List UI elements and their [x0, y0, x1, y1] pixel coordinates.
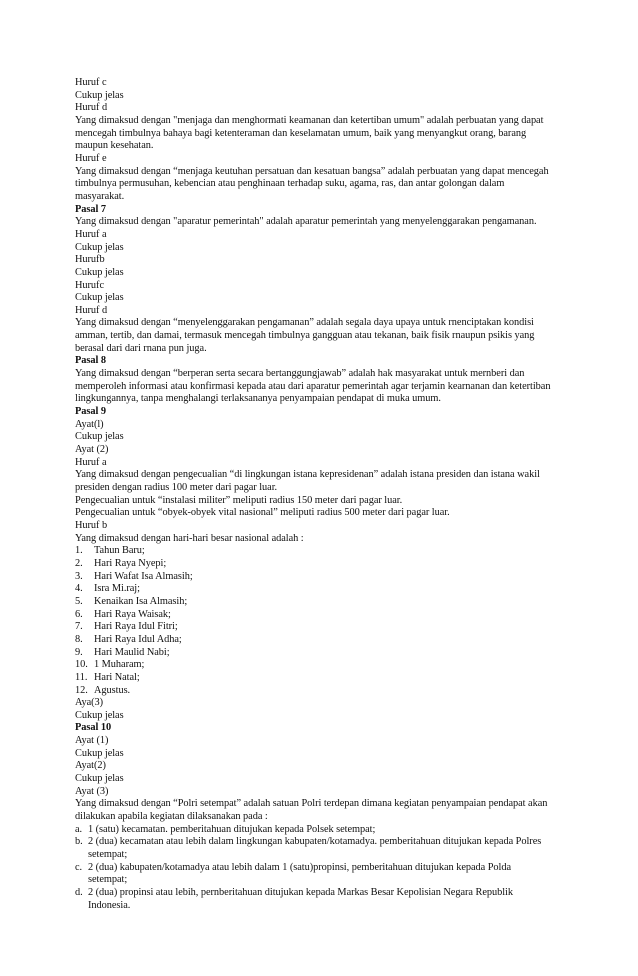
text-line: Cukup jelas: [75, 292, 124, 304]
paragraph: [75, 469, 565, 494]
paragraph-line: dilakukan apabila kegiatan dilaksanakan pada :: [75, 811, 268, 823]
list-item-line: setempat;: [88, 849, 128, 861]
paragraph-line: Yang dimaksud dengan “Polri setempat” adalah satuan Polri terdepan dimana kegiatan penyampaian pendapat akan: [75, 798, 548, 810]
paragraph: [75, 368, 565, 406]
list-marker: 2.: [75, 557, 83, 569]
list-item-text: [94, 672, 565, 685]
text-line: Cukup jelas: [75, 89, 124, 101]
text-line: Huruf e: [75, 152, 107, 164]
paragraph-line: maupun kesehatan.: [75, 140, 154, 152]
list-marker: 8.: [75, 633, 83, 645]
list-item: [75, 647, 565, 660]
document-page: [75, 77, 565, 912]
list-marker: 12.: [75, 684, 88, 696]
list-item-text: [94, 583, 565, 596]
text-line: Pengecualian untuk “obyek-obyek vital nasional” meliputi radius 500 meter dari pagar luar.: [75, 507, 450, 519]
list-item-line: Hari Raya Waisak;: [94, 608, 171, 620]
list-marker: 3.: [75, 570, 83, 582]
list-item-line: Kenaikan Isa Almasih;: [94, 595, 188, 607]
text-line: Ayat (3): [75, 785, 109, 797]
list-item-line: 2 (dua) kabupaten/kotamadya atau lebih dalam 1 (satu)propinsi, pemberitahuan ditujukan kepada Polda: [88, 861, 512, 873]
text-line: Hurufb: [75, 254, 105, 266]
list-item-line: Hari Raya Idul Fitri;: [94, 621, 178, 633]
paragraph-line: Yang dimaksud dengan “berperan serta secara bertanggungjawab” adalah hak masyarakat untuk mernberi dan: [75, 368, 525, 380]
list-item-line: Hari Maulid Nabi;: [94, 646, 170, 658]
list-item-text: [88, 824, 565, 837]
list-marker: b.: [75, 836, 83, 848]
list-marker: a.: [75, 823, 83, 835]
list-item: [75, 596, 565, 609]
list-item-text: [94, 609, 565, 622]
list-item: [75, 558, 565, 571]
section-heading: Pasal 7: [75, 203, 106, 215]
list-item-line: 1 (satu) kecamatan. pemberitahuan ditujukan kepada Polsek setempat;: [88, 823, 376, 835]
section-heading: Pasal 8: [75, 355, 106, 367]
list-item-line: Isra Mi.raj;: [94, 583, 140, 595]
list-item-text: [94, 545, 565, 558]
text-line: Hurufc: [75, 279, 104, 291]
list-item-line: Agustus.: [94, 684, 131, 696]
list-item: [75, 685, 565, 698]
list-item: [75, 571, 565, 584]
text-line: Pengecualian untuk “instalasi militer” meliputi radius 150 meter dari pagar luar.: [75, 494, 403, 506]
paragraph-line: timbulnya permusuhan, kebencian atau penghinaan terhadap suku, agama, ras, dan antar golongan dalam: [75, 178, 505, 190]
text-line: Yang dimaksud dengan "aparatur pemerintah" adalah aparatur pemerintah yang menyelenggarakan pengamanan.: [75, 216, 537, 228]
section-heading: Pasal 10: [75, 722, 112, 734]
list-item: [75, 836, 565, 861]
list-item-line: 2 (dua) propinsi atau lebih, pernberitahuan ditujukan kepada Markas Besar Kepolisian Negara Republik: [88, 887, 513, 898]
text-line: Cukup jelas: [75, 709, 124, 721]
list-item: [75, 824, 565, 837]
paragraph-line: memperoleh informasi atau konfirmasi kepada atau dari aparatur pemerintah agar terjamin kearnanan dan ketertiban: [75, 380, 551, 392]
paragraph: [75, 166, 565, 204]
text-line: Aya(3): [75, 697, 104, 709]
list-marker: 5.: [75, 595, 83, 607]
text-line: Ayat (2): [75, 444, 109, 456]
paragraph-line: Yang dimaksud dengan “menyelenggarakan pengamanan” adalah segala daya upaya untuk rnenciptakan kondisi: [75, 317, 534, 329]
list-item-text: [94, 571, 565, 584]
list-marker: 10.: [75, 659, 88, 671]
paragraph-line: Yang dimaksud dengan pengecualian “di lingkungan istana kepresidenan” adalah istana presiden dan istana wakil: [75, 469, 540, 481]
text-line: Huruf d: [75, 102, 108, 114]
paragraph-line: Yang dimaksud dengan "menjaga dan menghormati keamanan dan ketertiban umum" adalah perbuatan yang dapat: [75, 114, 544, 126]
numbered-list: [75, 545, 565, 697]
text-line: Huruf d: [75, 304, 108, 316]
text-line: Huruf c: [75, 77, 107, 88]
paragraph-line: masyarakat.: [75, 190, 125, 202]
list-item-line: Hari Wafat Isa Almasih;: [94, 570, 193, 582]
text-line: Ayat(2): [75, 760, 106, 772]
text-line: Cukup jelas: [75, 266, 124, 278]
text-line: Ayat(l): [75, 418, 104, 430]
text-line: Huruf a: [75, 456, 107, 468]
list-marker: 6.: [75, 608, 83, 620]
list-marker: 1.: [75, 545, 83, 557]
list-item-text: [88, 836, 565, 861]
list-item: [75, 545, 565, 558]
list-item: [75, 621, 565, 634]
list-item-text: [88, 862, 565, 887]
section-heading: Pasal 9: [75, 406, 106, 418]
list-item-line: Hari Raya Nyepi;: [94, 557, 167, 569]
list-marker: 9.: [75, 646, 83, 658]
list-item-text: [94, 634, 565, 647]
text-line: Yang dimaksud dengan hari-hari besar nasional adalah :: [75, 532, 304, 544]
list-item-line: 1 Muharam;: [94, 659, 145, 671]
text-line: Huruf a: [75, 228, 107, 240]
list-item-line: Hari Natal;: [94, 671, 140, 683]
paragraph-line: presiden dengan radius 100 meter dari pagar luar.: [75, 482, 278, 493]
paragraph: [75, 115, 565, 153]
list-item-line: Tahun Baru;: [94, 545, 145, 557]
list-item: [75, 672, 565, 685]
list-marker: 7.: [75, 621, 83, 633]
list-item-line: 2 (dua) kecamatan atau lebih dalam lingkungan kabupaten/kotamadya. pemberitahuan ditujukan kepada Polres: [88, 836, 542, 848]
list-item: [75, 862, 565, 887]
text-line: Huruf b: [75, 519, 108, 531]
list-marker: d.: [75, 887, 83, 898]
list-item: [75, 659, 565, 672]
list-item-line: Indonesia.: [88, 899, 131, 911]
list-item-text: [94, 659, 565, 672]
paragraph-line: mencegah timbulnya bahaya bagi ketenteraman dan keselamatan umum, baik yang menyangkut orang, barang: [75, 127, 527, 139]
paragraph-line: lingkungannya, tanpa menghalangi terlaksananya penyampaian pendapat di muka umum.: [75, 393, 441, 405]
list-item: [75, 583, 565, 596]
paragraph: [75, 798, 565, 823]
list-item-line: Hari Raya Idul Adha;: [94, 633, 182, 645]
list-marker: c.: [75, 861, 83, 873]
paragraph: [75, 317, 565, 355]
list-item-text: [88, 887, 565, 912]
list-item-text: [94, 621, 565, 634]
list-marker: 11.: [75, 671, 88, 683]
list-item-text: [94, 596, 565, 609]
text-line: Ayat (1): [75, 735, 109, 747]
paragraph-line: berasal dari dari rnana pun juga.: [75, 342, 207, 354]
list-item-line: setempat;: [88, 874, 128, 886]
list-marker: 4.: [75, 583, 83, 595]
list-item: [75, 887, 565, 912]
text-line: Cukup jelas: [75, 747, 124, 759]
list-item: [75, 634, 565, 647]
list-item-text: [94, 685, 565, 698]
paragraph-line: Yang dimaksud dengan “menjaga keutuhan persatuan dan kesatuan bangsa” adalah perbuatan yang dapat mencegah: [75, 165, 549, 177]
list-item-text: [94, 558, 565, 571]
list-item-text: [94, 647, 565, 660]
text-line: Cukup jelas: [75, 773, 124, 785]
text-line: Cukup jelas: [75, 241, 124, 253]
text-line: Cukup jelas: [75, 431, 124, 443]
paragraph-line: amman, tertib, dan damai, termasuk mencegah timbulnya gangguan atau tekanan, baik fisik rnaupun psikis yang: [75, 330, 535, 342]
list-item: [75, 609, 565, 622]
lettered-list: [75, 824, 565, 913]
